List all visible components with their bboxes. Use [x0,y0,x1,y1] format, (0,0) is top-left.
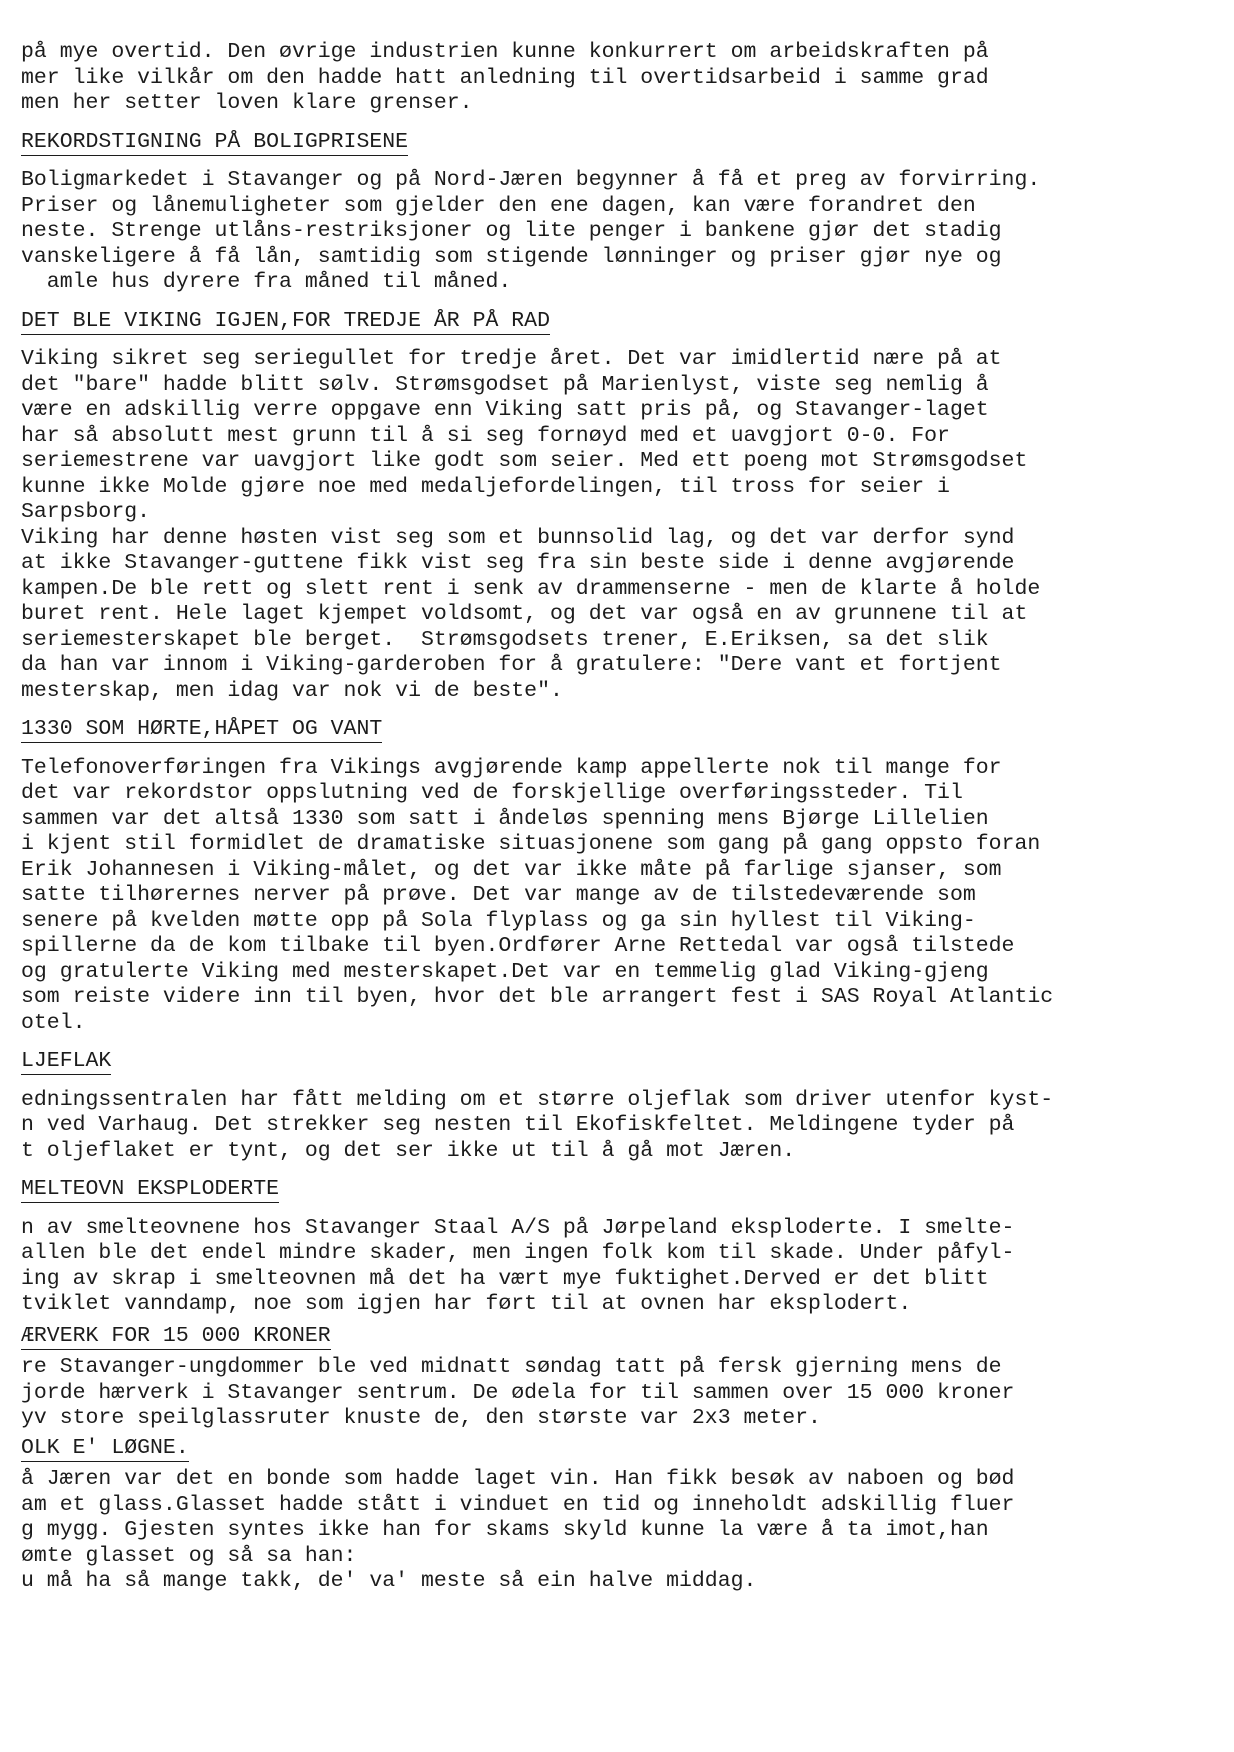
text-line: og gratulerte Viking med mesterskapet.Det var en temmelig glad Viking-gjeng [21,959,989,984]
text-line: det var rekordstor oppslutning ved de forskjellige overføringssteder. Til [21,781,963,805]
article-furnace-explosion [21,1177,1221,1318]
section-heading [21,1436,1221,1462]
text-line: å Jæren var det en bonde som hadde laget vin. Han fikk besøk av naboen og bød [21,1467,1015,1491]
text-line: yv store speilglassruter knuste de, den største var 2x3 meter. [21,1406,821,1430]
text-line: som reiste videre inn til byen, hvor det ble arrangert fest i SAS Royal Atlantic [21,985,1054,1009]
text-line: satte tilhørernes nerver på prøve. Det var mange av de tilstedeværende som [21,883,976,907]
article-folk-tale [21,1436,1221,1595]
text-line: n ved Varhaug. Det strekker seg nesten til Ekofiskfeltet. Meldingene tyder på [21,1113,1015,1137]
section-heading [21,309,1221,335]
text-line: spillerne da de kom tilbake til byen.Ordfører Arne Rettedal var også tilstede [21,934,1015,958]
text-line: i kjent stil formidlet de dramatiske situasjonene som gang på gang oppsto foran [21,832,1041,856]
text-line: vanskeligere å få lån, samtidig som stigende lønninger og priser gjør nye og [21,244,1002,269]
text-line: allen ble det endel mindre skader, men ingen folk kom til skade. Under påfyl- [21,1241,1015,1265]
text-line: jorde hærverk i Stavanger sentrum. De ødela for til sammen over 15 000 kroner [21,1380,1015,1405]
text-line: seriemestrene var uavgjort like godt som seier. Med ett poeng mot Strømsgodset [21,449,1028,473]
text-line: være en adskillig verre oppgave enn Viking satt pris på, og Stavanger-laget [21,398,989,422]
article-vandalism [21,1324,1221,1432]
heading-text: MELTEOVN EKSPLODERTE [21,1177,280,1201]
heading-text: LJEFLAK [21,1049,112,1073]
article-viking-champions [21,309,1221,705]
text-line: mesterskap, men idag var nok vi de beste". [21,678,563,703]
intro-paragraph [21,40,1221,117]
article-1330-listeners [21,717,1221,1036]
text-line: t oljeflaket er tynt, og det ser ikke ut til å gå mot Jæren. [21,1138,796,1163]
text-line: seriemesterskapet ble berget. Strømsgodsets trener, E.Eriksen, sa det slik [21,627,989,652]
text-line: buret rent. Hele laget kjempet voldsomt, og det var også en av grunnene til at [21,602,1028,626]
text-line: at ikke Stavanger-guttene fikk vist seg fra sin beste side i denne avgjørende [21,551,1015,575]
text-line: ing av skrap i smelteovnen må det ha vært mye fuktighet.Derved er det blitt [21,1266,989,1291]
text-line: Sarpsborg. [21,500,151,524]
text-line: senere på kvelden møtte opp på Sola flyplass og ga sin hyllest til Viking- [21,908,976,933]
text-line: Priser og lånemuligheter som gjelder den ene dagen, kan være forandret den [21,193,976,218]
text-line: da han var innom i Viking-garderoben for å gratulere: "Dere vant et fortjent [21,653,1002,677]
text-line: det "bare" hadde blitt sølv. Strømsgodset på Marienlyst, viste seg nemlig å [21,372,989,397]
heading-text: ÆRVERK FOR 15 000 KRONER [21,1323,331,1348]
article-oil-slick [21,1049,1221,1164]
section-heading [21,130,1221,156]
text-line: kunne ikke Molde gjøre noe med medaljefordelingen, til tross for seier i [21,474,950,499]
text-line: men her setter loven klare grenser. [21,91,473,115]
text-line: am et glass.Glasset hadde stått i vinduet en tid og inneholdt adskillig fluer [21,1492,1015,1517]
text-line: amle hus dyrere fra måned til måned. [21,270,512,294]
text-line: ømte glasset og så sa han: [21,1543,357,1568]
section-heading [21,1049,1221,1075]
text-line: tviklet vanndamp, noe som igjen har ført til at ovnen har eksplodert. [21,1292,912,1316]
text-line: mer like vilkår om den hadde hatt anledning til overtidsarbeid i samme grad [21,65,989,90]
text-line: edningssentralen har fått melding om et større oljeflak som driver utenfor kyst- [21,1087,1054,1112]
section-heading [21,717,1221,743]
text-line: Boligmarkedet i Stavanger og på Nord-Jæren begynner å få et preg av forvirring. [21,168,1041,192]
text-line: Viking har denne høsten vist seg som et bunnsolid lag, og det var derfor synd [21,525,1015,550]
text-line: Erik Johannesen i Viking-målet, og det var ikke måte på farlige sjanser, som [21,857,1002,882]
text-line: Telefonoverføringen fra Vikings avgjørende kamp appellerte nok til mange for [21,755,1002,780]
section-heading [21,1324,1221,1350]
heading-text: DET BLE VIKING IGJEN,FOR TREDJE ÅR PÅ RAD [21,308,550,333]
text-line: har så absolutt mest grunn til å si seg fornøyd med et uavgjort 0-0. For [21,423,950,448]
text-line: n av smelteovnene hos Stavanger Staal A/S på Jørpeland eksploderte. I smelte- [21,1215,1015,1240]
article-housing-prices [21,130,1221,296]
text-line: otel. [21,1010,86,1035]
text-line: neste. Strenge utlåns-restriksjoner og lite penger i bankene gjør det stadig [21,219,1002,243]
heading-text: REKORDSTIGNING PÅ BOLIGPRISENE [21,129,409,154]
heading-text: 1330 SOM HØRTE,HÅPET OG VANT [21,717,383,741]
section-heading [21,1177,1221,1203]
text-line: på mye overtid. Den øvrige industrien kunne konkurrert om arbeidskraften på [21,40,989,64]
typewritten-page [21,40,1221,1595]
text-line: re Stavanger-ungdommer ble ved midnatt søndag tatt på fersk gjerning mens de [21,1355,1002,1379]
text-line: u må ha så mange takk, de' va' meste så ein halve middag. [21,1569,757,1593]
text-line: g mygg. Gjesten syntes ikke han for skams skyld kunne la være å ta imot,han [21,1518,989,1542]
heading-text: OLK E' LØGNE. [21,1435,189,1460]
text-line: sammen var det altså 1330 som satt i åndeløs spenning mens Bjørge Lillelien [21,806,989,831]
text-line: Viking sikret seg seriegullet for tredje året. Det var imidlertid nære på at [21,347,1002,371]
text-line: kampen.De ble rett og slett rent i senk av drammenserne - men de klarte å holde [21,576,1041,601]
